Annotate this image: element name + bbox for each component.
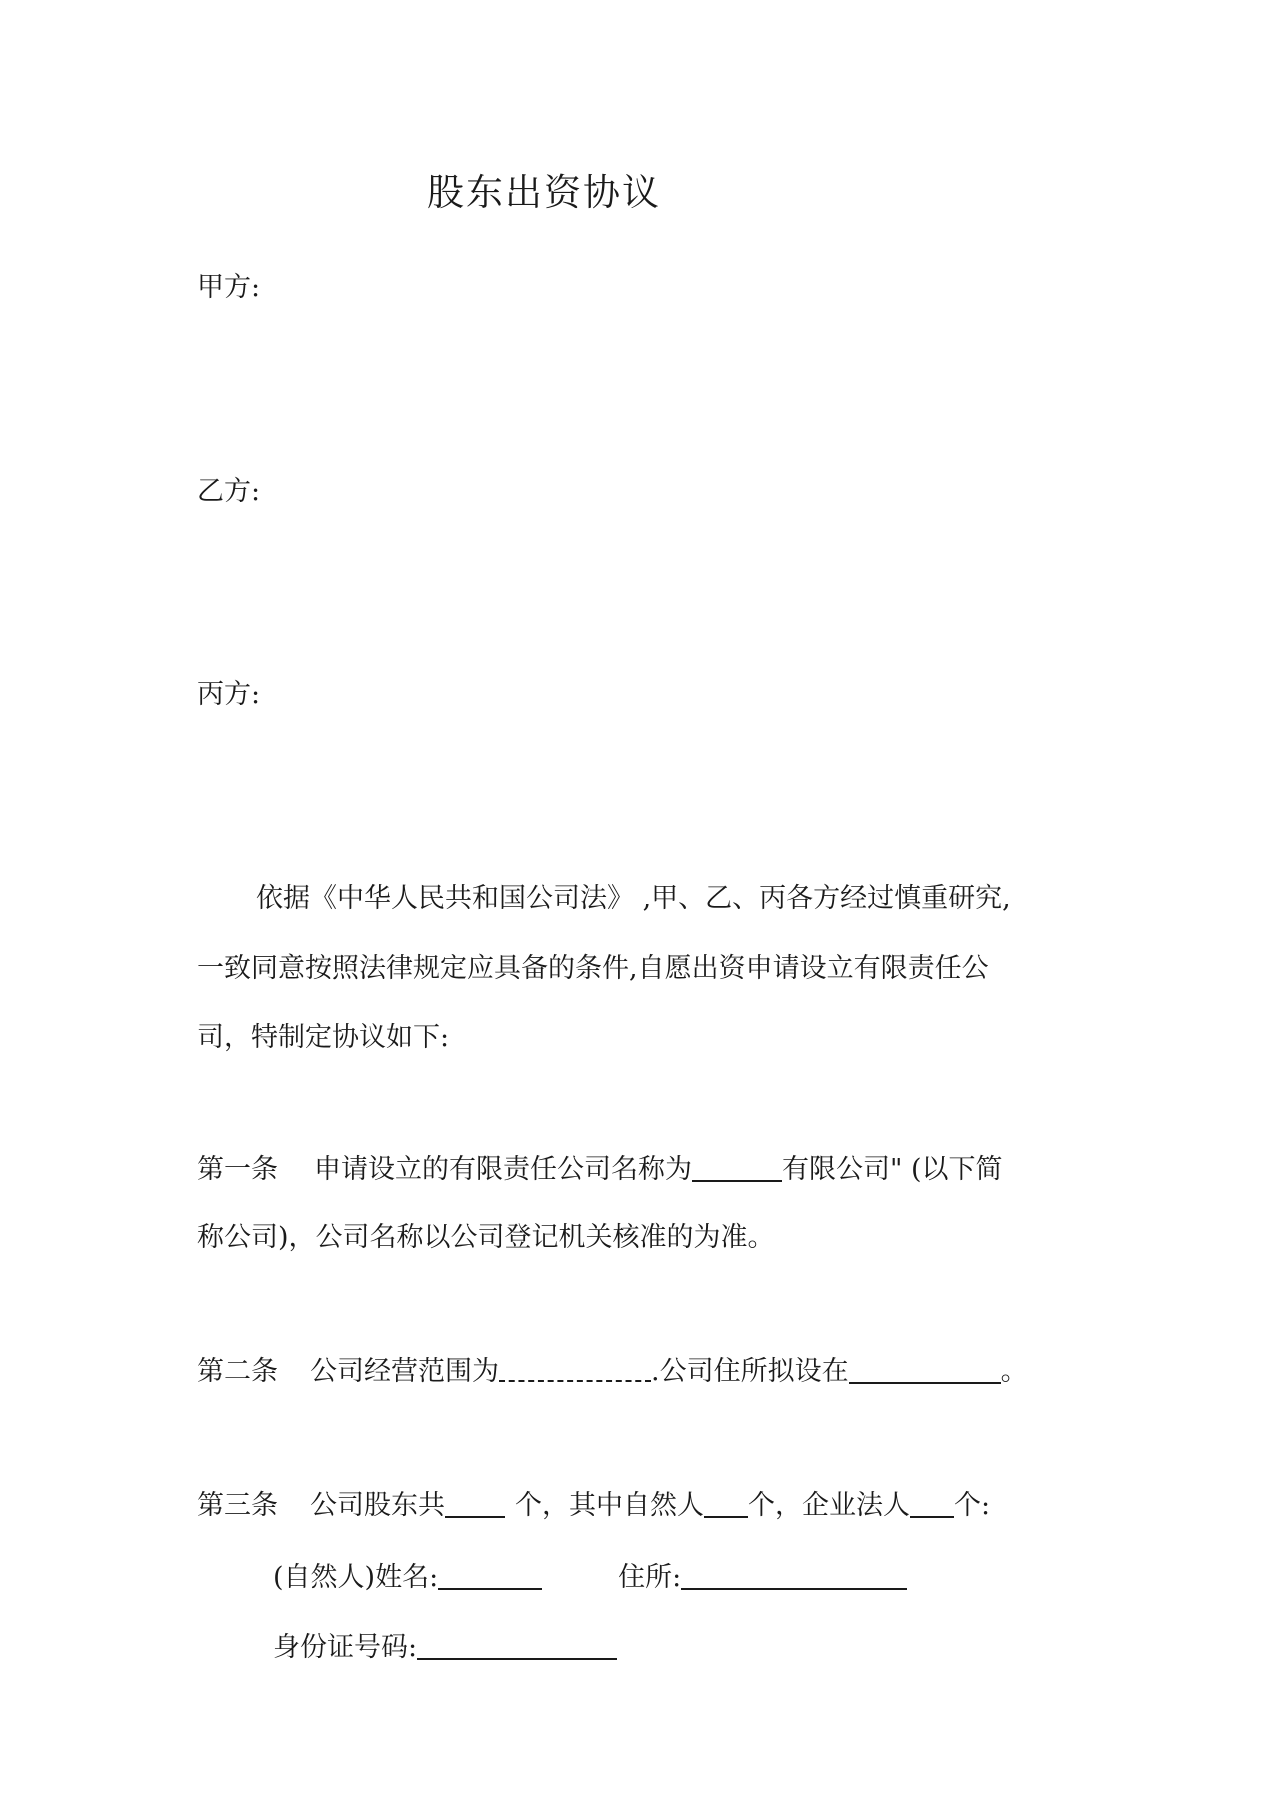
article-3-text-2: 个，其中自然人 xyxy=(515,1490,704,1521)
article-3-line-1 xyxy=(197,1488,990,1524)
id-number-blank xyxy=(417,1632,617,1660)
party-c-label: 丙方: xyxy=(197,679,261,710)
party-b-label: 乙方: xyxy=(197,476,261,507)
article-3-text-1: 公司股东共 xyxy=(310,1490,445,1521)
article-3-label: 第三条 xyxy=(197,1490,278,1521)
article-2-text-before: 公司经营范围为 xyxy=(310,1356,499,1387)
natural-person-count-blank xyxy=(704,1490,748,1518)
shareholder-count-blank xyxy=(445,1490,505,1518)
article-3-line-2 xyxy=(273,1560,907,1596)
address-label: 住所: xyxy=(618,1562,682,1593)
address-blank xyxy=(681,1562,907,1590)
legal-person-count-blank xyxy=(910,1490,954,1518)
article-3-text-3: 个，企业法人 xyxy=(748,1490,910,1521)
preamble-line-2: 一致同意按照法律规定应具备的条件,自愿出资申请设立有限责任公 xyxy=(197,953,989,984)
document-title: 股东出资协议 xyxy=(427,171,661,214)
article-2-line xyxy=(197,1354,1028,1390)
business-scope-blank xyxy=(499,1358,651,1382)
article-1-text-before: 申请设立的有限责任公司名称为 xyxy=(314,1154,692,1185)
natural-person-name-label: (自然人)姓名: xyxy=(273,1562,439,1593)
preamble-line-1: 依据《中华人民共和国公司法》 ,甲、乙、丙各方经过慎重研究, xyxy=(256,883,1011,914)
article-2-label: 第二条 xyxy=(197,1356,278,1387)
article-3-line-3 xyxy=(273,1630,617,1666)
company-address-blank xyxy=(849,1356,1001,1384)
id-number-label: 身份证号码: xyxy=(273,1632,418,1663)
article-2-text-end: 。 xyxy=(1000,1356,1028,1387)
article-1-label: 第一条 xyxy=(197,1154,278,1185)
preamble-line-3: 司，特制定协议如下: xyxy=(197,1022,450,1053)
article-2-text-middle: .公司住所拟设在 xyxy=(651,1356,849,1387)
party-a-label: 甲方: xyxy=(197,272,261,303)
article-1-line-2: 称公司)，公司名称以公司登记机关核准的为准。 xyxy=(197,1222,775,1253)
article-1-text-after: 有限公司" (以下简 xyxy=(782,1154,1003,1185)
natural-person-name-blank xyxy=(438,1562,542,1590)
article-3-text-4: 个: xyxy=(954,1490,991,1521)
article-1-line-1 xyxy=(197,1152,1003,1188)
company-name-blank xyxy=(692,1154,782,1182)
